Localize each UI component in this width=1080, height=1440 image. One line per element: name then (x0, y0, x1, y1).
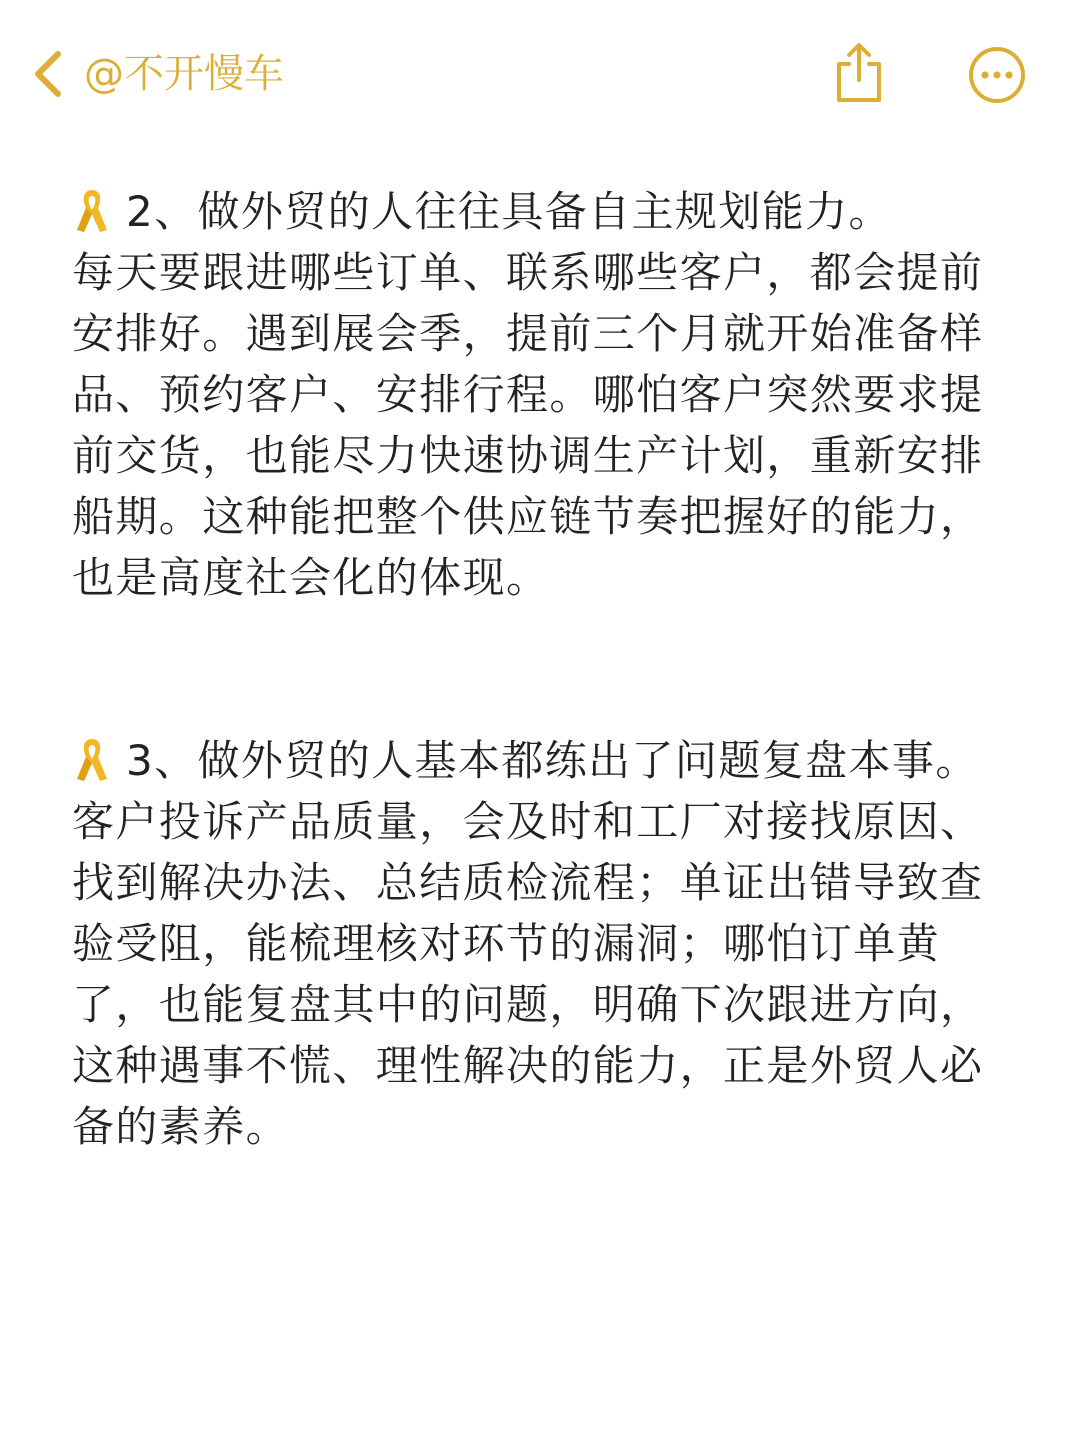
paragraph-heading: 3、做外贸的人基本都练出了问题复盘本事。 (126, 736, 979, 785)
paragraph-line: 找到解决办法、总结质检流程；单证出错导致查 (72, 858, 984, 907)
chevron-left-icon (30, 48, 66, 100)
author-name[interactable]: @不开慢车 (84, 51, 284, 97)
share-icon (831, 40, 887, 106)
paragraph-line: 船期。这种能把整个供应链节奏把握好的能力， (72, 492, 984, 541)
paragraph-line: 备的素养。 (72, 1102, 290, 1151)
yellow-ribbon-icon (72, 733, 112, 785)
paragraph-spacer (72, 608, 996, 730)
note-body (72, 181, 996, 1157)
paragraph-heading: 2、做外贸的人往往具备自主规划能力。 (126, 187, 892, 236)
paragraph-line: 前交货，也能尽力快速协调生产计划，重新安排 (72, 431, 984, 480)
paragraph-line: 了，也能复盘其中的问题，明确下次跟进方向， (72, 980, 984, 1029)
back-button[interactable] (26, 44, 70, 104)
yellow-ribbon-icon (72, 184, 112, 236)
paragraph-heading-line (72, 730, 996, 791)
more-options-button[interactable] (966, 44, 1028, 106)
navigation-bar (0, 0, 1080, 150)
note-paragraph (72, 730, 996, 1157)
paragraph-line: 客户投诉产品质量，会及时和工厂对接找原因、 (72, 797, 984, 846)
paragraph-line: 也是高度社会化的体现。 (72, 553, 550, 602)
paragraph-line: 每天要跟进哪些订单、联系哪些客户，都会提前 (72, 248, 984, 297)
share-button[interactable] (828, 38, 890, 108)
more-icon (967, 45, 1027, 105)
paragraph-line: 品、预约客户、安排行程。哪怕客户突然要求提 (72, 370, 984, 419)
paragraph-heading-line (72, 181, 996, 242)
note-paragraph (72, 181, 996, 608)
paragraph-line: 验受阻，能梳理核对环节的漏洞；哪怕订单黄 (72, 919, 941, 968)
paragraph-line: 这种遇事不慌、理性解决的能力，正是外贸人必 (72, 1041, 984, 1090)
paragraph-line: 安排好。遇到展会季，提前三个月就开始准备样 (72, 309, 984, 358)
